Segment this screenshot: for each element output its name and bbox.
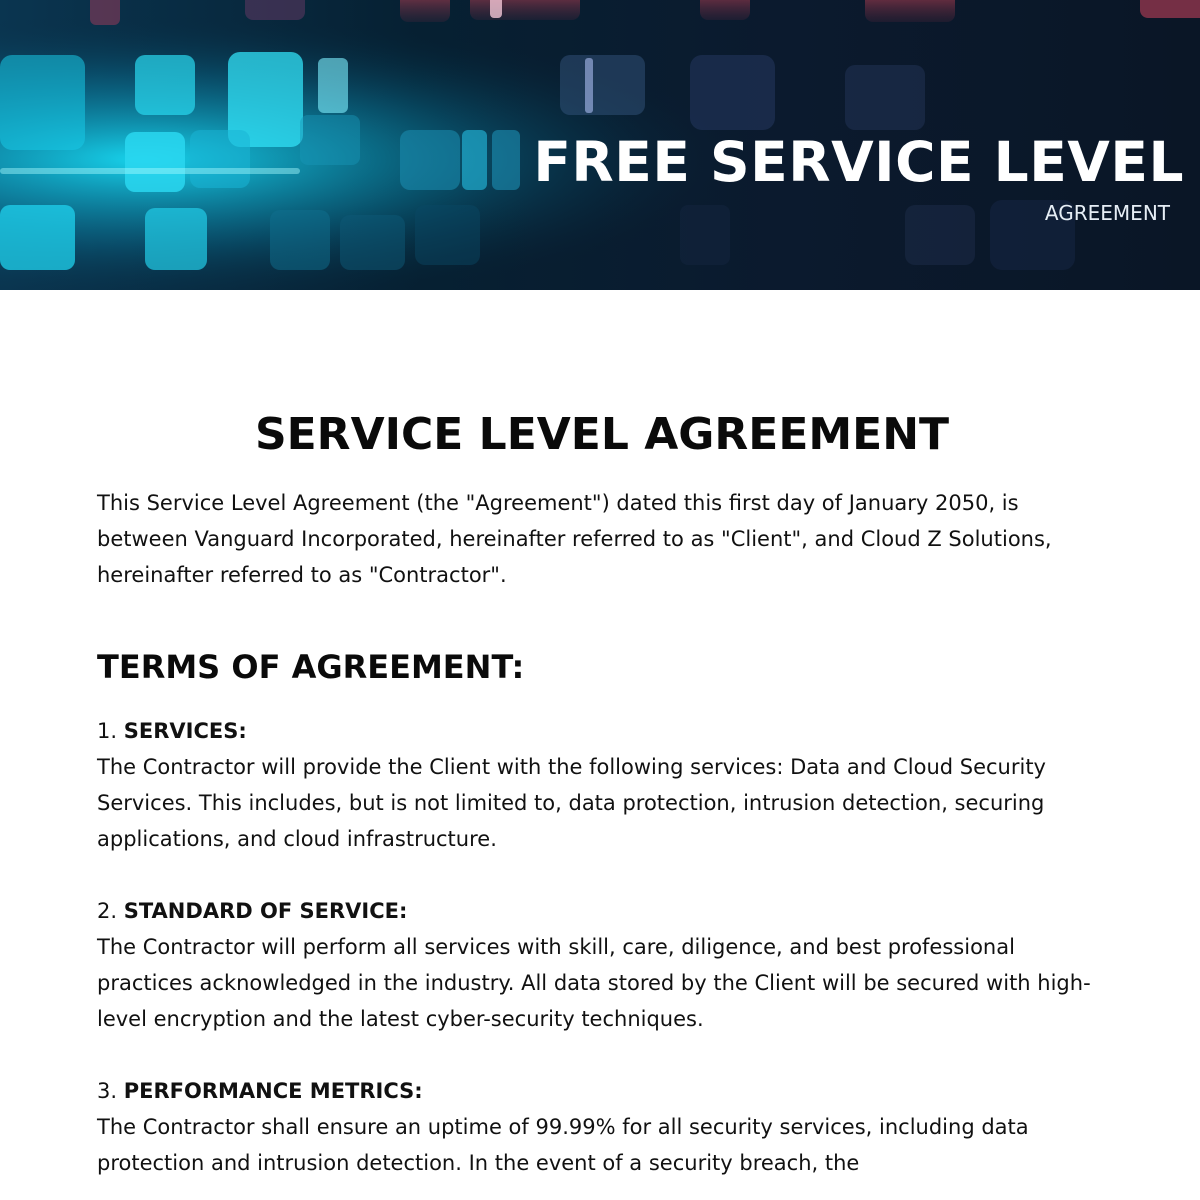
term-heading [97,893,1107,929]
intro-paragraph: This Service Level Agreement (the "Agreement") dated this first day of January 2050, is between Vanguard Incorporated, hereinafter referred to as "Client", and Cloud Z Solutions, hereinafter referred to as "Contractor". [97,491,1052,587]
term-performance-metrics [97,1073,1107,1181]
term-number: 3. [97,1079,118,1103]
document-title: SERVICE LEVEL AGREEMENT [254,409,950,460]
document-body [97,405,1107,1181]
term-label: STANDARD OF SERVICE: [123,899,408,923]
header-banner [0,0,1200,290]
term-number: 1. [97,719,118,743]
term-standard-of-service [97,893,1107,1037]
term-number: 2. [97,899,118,923]
term-body: The Contractor shall ensure an uptime of 99.99% for all security services, including data protection and intrusion detection. In the event of a security breach, the [97,1115,1029,1175]
term-heading [97,1073,1107,1109]
term-body: The Contractor will perform all services with skill, care, diligence, and best professional practices acknowledged in the industry. All data stored by the Client will be secured with high-level encryption and the latest cyber-security techniques. [97,935,1091,1031]
term-services [97,713,1107,857]
section-heading-terms: TERMS OF AGREEMENT: [97,648,525,686]
term-label: SERVICES: [123,719,247,743]
banner-title: FREE SERVICE LEVEL [533,130,1184,194]
term-label: PERFORMANCE METRICS: [123,1079,423,1103]
term-body: The Contractor will provide the Client with the following services: Data and Cloud Security Services. This includes, but is not limited to, data protection, intrusion detection, securing applications, and cloud infrastructure. [97,755,1046,851]
term-heading [97,713,1107,749]
banner-subtitle: AGREEMENT [1044,201,1170,225]
